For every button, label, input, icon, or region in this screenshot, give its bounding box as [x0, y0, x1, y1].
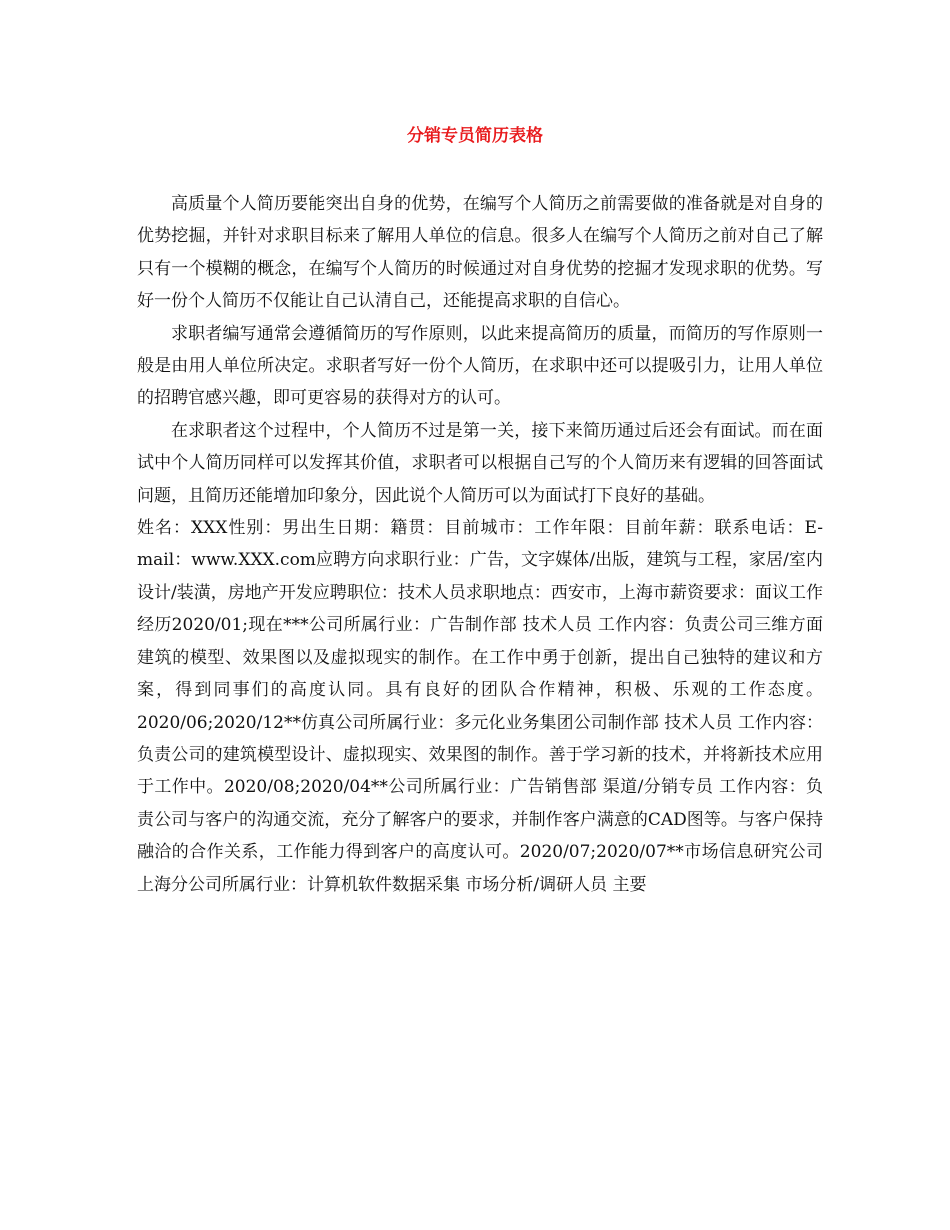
page-title: 分销专员简历表格 — [407, 126, 543, 146]
intro-paragraph-1: 高质量个人简历要能突出自身的优势，在编写个人简历之前需要做的准备就是对自身的优势挖掘，并针对求职目标来了解用人单位的信息。很多人在编写个人简历之前对自己了解只有一个模糊的概念，在编写个人简历的时候通过对自身优势的挖掘才发现求职的优势。写好一份个人简历不仅能让自己认清自己，还能提高求职的自信心。 — [137, 194, 823, 312]
intro-paragraph-2: 求职者编写通常会遵循简历的写作原则，以此来提高简历的质量，而简历的写作原则一般是由用人单位所决定。求职者写好一份个人简历，在求职中还可以提吸引力，让用人单位的招聘官感兴趣，即可更容易的获得对方的认可。 — [137, 323, 823, 409]
document-body — [137, 188, 823, 901]
resume-details: 姓名：XXX性别：男出生日期：籍贯：目前城市：工作年限：目前年薪：联系电话：E-mail：www.XXX.com应聘方向求职行业：广告，文字媒体/出版，建筑与工程，家居/室内设计/装潢，房地产开发应聘职位：技术人员求职地点：西安市，上海市薪资要求：面议工作经历2020/01;现在***公司所属行业：广告制作部 技术人员 工作内容：负责公司三维方面建筑的模型、效果图以及虚拟现实的制作。在工作中勇于创新，提出自己独特的建议和方案，得到同事们的高度认同。具有良好的团队合作精神，积极、乐观的工作态度。2020/06;2020/12**仿真公司所属行业：多元化业务集团公司制作部 技术人员 工作内容：负责公司的建筑模型设计、虚拟现实、效果图的制作。善于学习新的技术，并将新技术应用于工作中。2020/08;2020/04**公司所属行业：广告销售部 渠道/分销专员 工作内容：负责公司与客户的沟通交流，充分了解客户的要求，并制作客户满意的CAD图等。与客户保持融洽的合作关系，工作能力得到客户的高度认可。2020/07;2020/07**市场信息研究公司上海分公司所属行业：计算机软件数据采集 市场分析/调研人员 主要 — [137, 518, 823, 895]
intro-paragraph-3: 在求职者这个过程中，个人简历不过是第一关，接下来简历通过后还会有面试。而在面试中个人简历同样可以发挥其价值，求职者可以根据自己写的个人简历来有逻辑的回答面试问题，且简历还能增加印象分，因此说个人简历可以为面试打下良好的基础。 — [137, 420, 823, 506]
